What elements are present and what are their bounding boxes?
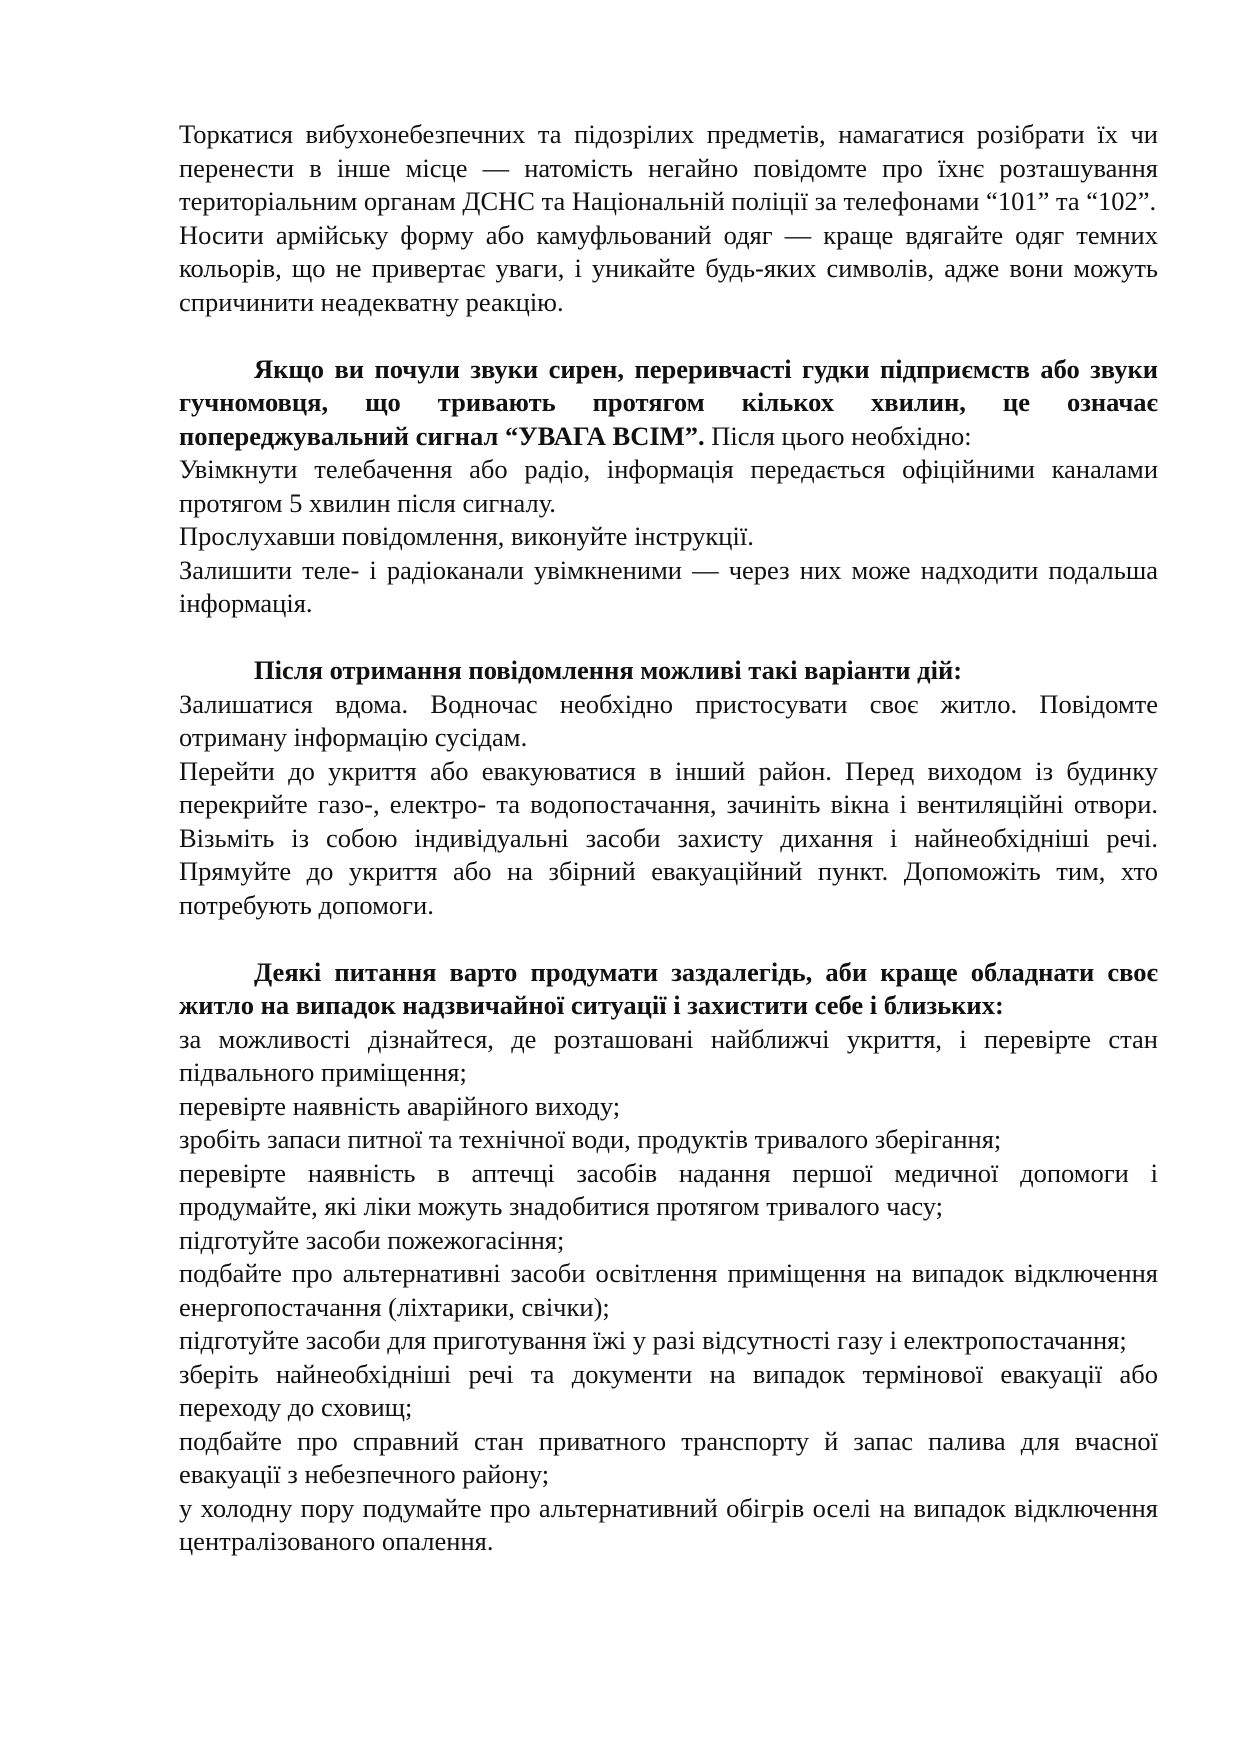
section2-item: Перейти до укриття або евакуюватися в інший район. Перед виходом із будинку перекрийте газо-, електро- та водопостачання, зачиніть вікна і вентиляційні отвори. Візьміть із собою індивідуальні засоби захисту дихання і найнеобхідніші речі. Прямуйте до укриття або на збірний евакуаційний пункт. Допоможіть тим, хто потребують допомоги. xyxy=(179,755,1158,920)
section1-heading: Якщо ви почули звуки сирен, переривчасті гудки підприємств або звуки гучномовця, що тривають протягом кількох хвилин, це означає попереджувальний сигнал “УВАГА ВСІМ”. xyxy=(179,353,1158,451)
section3-heading: Деякі питання варто продумати заздалегідь, аби краще обладнати своє житло на випадок надзвичайної ситуації і захистити себе і близьких: xyxy=(179,956,1158,1020)
section3-item: перевірте наявність аварійного виходу; xyxy=(179,1090,621,1121)
spacer xyxy=(179,319,1158,353)
spacer xyxy=(179,621,1158,655)
section3-item: зробіть запаси питної та технічної води, продуктів тривалого зберігання; xyxy=(179,1124,1002,1154)
section3-item: підготуйте засоби пожежогасіння; xyxy=(179,1224,565,1255)
section3-item: зберіть найнеобхідніші речі та документи на випадок термінової евакуації або переходу до сховищ; xyxy=(179,1358,1158,1422)
spacer xyxy=(179,922,1158,956)
document-page xyxy=(179,118,1158,1559)
section2-item: Залишатися вдома. Водночас необхідно пристосувати своє житло. Повідомте отриману інформацію сусідам. xyxy=(179,688,1158,752)
section3-item: у холодну пору подумайте про альтернативний обігрів оселі на випадок відключення централізованого опалення. xyxy=(179,1492,1158,1556)
section3-item: підготуйте засоби для приготування їжі у разі відсутності газу і електропостачання; xyxy=(179,1325,1127,1355)
section2-heading: Після отримання повідомлення можливі такі варіанти дій: xyxy=(254,655,963,685)
intro-paragraph-2: Носити армійську форму або камуфльований одяг — краще вдягайте одяг темних кольорів, що не привертає уваги, і уникайте будь-яких символів, адже вони можуть спричинити неадекватну реакцію. xyxy=(179,219,1158,317)
section1-item: Увімкнути телебачення або радіо, інформація передається офіційними каналами протягом 5 хвилин після сигналу. xyxy=(179,454,1158,518)
intro-paragraph-1: Торкатися вибухонебезпечних та підозрілих предметів, намагатися розібрати їх чи перенести в інше місце — натомість негайно повідомте про їхнє розташування територіальним органам ДСНС та Національній поліції за телефонами “101” та “102”. xyxy=(179,119,1158,216)
section3-item: подбайте про альтернативні засоби освітлення приміщення на випадок відключення енергопостачання (ліхтарики, свічки); xyxy=(179,1258,1158,1322)
section3-item: за можливості дізнайтеся, де розташовані найближчі укриття, і перевірте стан підвального приміщення; xyxy=(179,1023,1158,1087)
section1-lead-tail: Після цього необхідно: xyxy=(704,420,972,451)
section1-item: Залишити теле- і радіоканали увімкненими — через них може надходити подальша інформація. xyxy=(179,554,1158,618)
section3-item: подбайте про справний стан приватного транспорту й запас палива для вчасної евакуації з небезпечного району; xyxy=(179,1425,1158,1489)
section1-item: Прослухавши повідомлення, виконуйте інструкції. xyxy=(179,521,754,551)
section3-item: перевірте наявність в аптечці засобів надання першої медичної допомоги і продумайте, які ліки можуть знадобитися протягом тривалого часу; xyxy=(179,1157,1158,1221)
section1-lead xyxy=(179,353,1158,454)
